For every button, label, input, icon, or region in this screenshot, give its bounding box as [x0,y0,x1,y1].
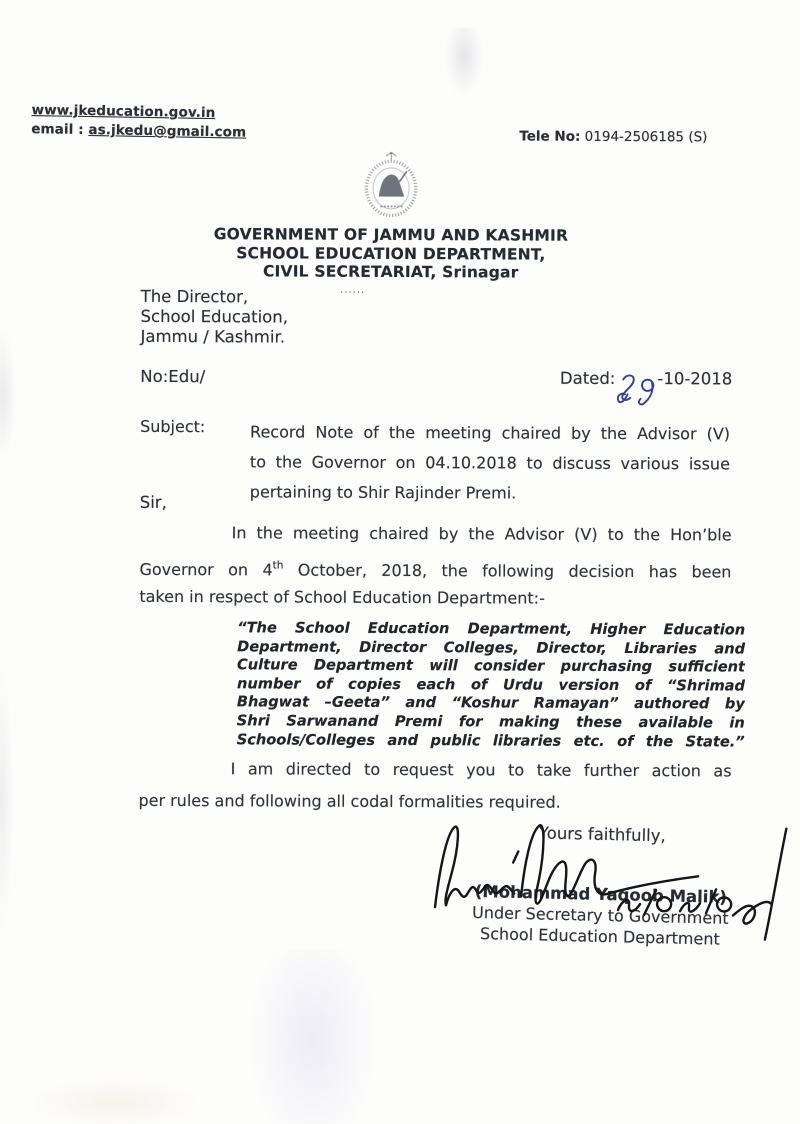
subject-line: pertaining to Shir Rajinder Premi. [249,482,517,503]
date-rest: -10-2018 [657,369,733,389]
body-line-part: October, 2018, the following decision has been [283,560,732,582]
body-line [139,549,731,584]
email-line [31,120,246,143]
email-address: as.jkedu@gmail.com [88,122,247,141]
recipient-line: School Education, [140,306,289,327]
date-group [560,369,733,406]
handwritten-day-29 [616,372,656,408]
subject-line: Record Note of the meeting chaired by the Advisor (V) [250,422,731,444]
quote-line: Shri Sarwanand Premi for making these available in [236,712,745,732]
letterhead-dept-line: SCHOOL EDUCATION DEPARTMENT, [236,243,546,264]
subject-label: Subject: [140,416,206,437]
letterhead-govt-line: GOVERNMENT OF JAMMU AND KASHMIR [213,225,569,245]
recipient-line: The Director, [140,286,249,307]
handwritten-signature-icon [413,808,799,950]
subject-line: to the Governor on 04.10.2018 to discuss various issue [249,452,730,474]
body-line-part: Governor on 4 [139,559,273,580]
contact-info [31,101,247,143]
salutation: Sir, [139,492,167,512]
quote-line: “The School Education Department, Higher Education [237,619,746,639]
quoted-decision-block [237,619,746,751]
quote-line: Culture Department will consider purchasing sufficient [237,656,746,676]
website-text: www.jkeducation.gov.in [31,102,216,122]
reference-number: No:Edu/ [140,366,206,387]
letterhead-dots: ...... [340,284,366,296]
subject-block [140,417,732,510]
body-line: taken in respect of School Education Department:- [139,586,545,608]
quote-line: Schools/Colleges and public libraries etc. of the State.” [236,730,745,751]
signatory-title-1: Under Secretary to Government [471,902,729,928]
reference-row [140,367,732,406]
subject-text [250,417,730,509]
ordinal-superscript: th [272,559,284,572]
signatory-title-2: School Education Department [479,924,720,949]
letterhead-secretariat-line: CIVIL SECRETARIAT, Srinagar [262,262,519,282]
email-label: email : [31,121,89,139]
quote-line: Bhagwat –Geeta” and “Koshur Ramayan” authored by [236,693,745,713]
recipient-address [140,287,288,348]
letterhead [0,146,791,297]
quote-line: number of copies each of Urdu version of “Shrimad [236,675,746,695]
tele-number: 0194-2506185 (S) [580,128,708,146]
jk-government-seal-icon [350,148,432,224]
body-line: I am directed to request you to take further action as [230,759,732,781]
body-line: per rules and following all codal formalities required. [138,790,561,812]
signatory-name: (Mohammad Yaqoob Malik) [474,881,728,907]
body-line: In the meeting chaired by the Advisor (V) to the Hon’ble [231,523,732,545]
tele-label: Tele No: [519,128,581,145]
body-paragraph-1 [139,517,731,616]
quote-line: Department, Director Colleges, Director, Libraries and [237,637,746,658]
recipient-line: Jammu / Kashmir. [140,326,286,347]
dated-label: Dated: [559,368,616,388]
closing-phrase: Yours faithfully, [538,823,666,846]
telephone-line [519,129,707,146]
